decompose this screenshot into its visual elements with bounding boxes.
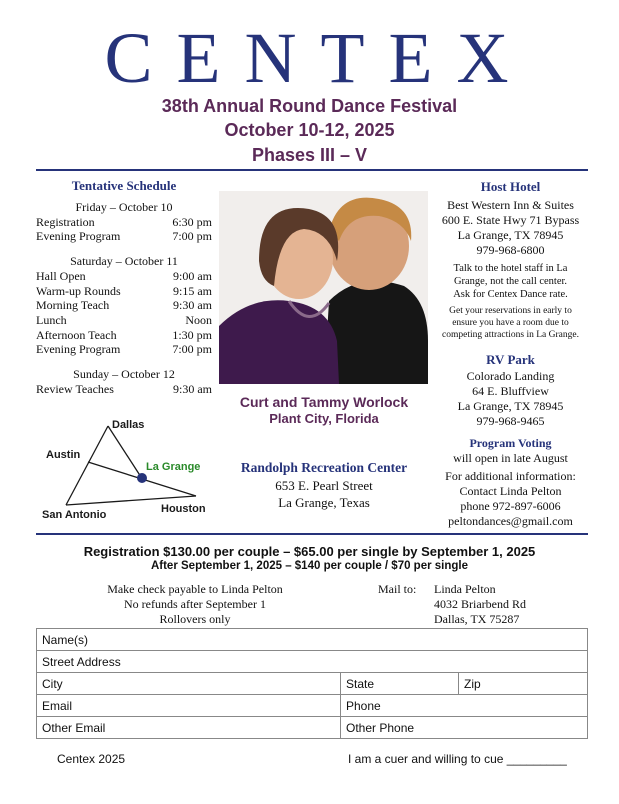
hotel-note-staff: Talk to the hotel staff in La Grange, not the call center. Ask for Centex Dance rate. <box>453 263 568 300</box>
venue-street: 653 E. Pearl Street <box>275 478 373 493</box>
hotel-phone: 979-968-6800 <box>476 243 545 257</box>
map-label-la-grange: La Grange <box>146 461 201 473</box>
voting-section <box>433 436 588 529</box>
venue-section <box>200 460 448 511</box>
schedule-row: Morning Teach 9:30 am <box>36 298 212 313</box>
rv-city: La Grange, TX 78945 <box>457 399 564 413</box>
voting-text: will open in late August <box>453 451 568 465</box>
festival-phases: Phases III – V <box>251 145 368 165</box>
festival-dates: October 10-12, 2025 <box>224 120 395 140</box>
map-road <box>66 426 108 505</box>
hotel-heading: Host Hotel <box>480 179 541 194</box>
schedule-saturday <box>36 254 212 357</box>
info-email[interactable]: peltondances@gmail.com <box>448 514 573 528</box>
hotel-name: Best Western Inn & Suites <box>447 198 574 212</box>
city-field[interactable]: City <box>37 673 341 695</box>
middle-divider <box>36 533 588 535</box>
rv-heading: RV Park <box>486 352 535 367</box>
schedule-row: Evening Program 7:00 pm <box>36 229 212 244</box>
la-grange-marker <box>137 473 147 483</box>
hotel-street: 600 E. State Hwy 71 Bypass <box>441 213 580 227</box>
rv-name: Colorado Landing <box>466 369 555 383</box>
hotel-note-reservations: Get your reservations in early to ensure you have a room due to competing attractions in La Grange. <box>442 306 579 340</box>
rv-section <box>433 352 588 429</box>
venue-name: Randolph Recreation Center <box>240 460 408 475</box>
state-field[interactable]: State <box>341 673 459 695</box>
couple-photo-illustration <box>219 191 428 384</box>
footer-cuer-line[interactable]: I am a cuer and willing to cue _________ <box>348 752 567 766</box>
rv-phone: 979-968-9465 <box>476 414 545 428</box>
schedule-row: Hall Open 9:00 am <box>36 268 212 283</box>
hotel-section <box>433 179 588 341</box>
payment-notes: Make check payable to Linda Pelton No refunds after September 1 Rollovers only <box>107 582 283 626</box>
hotel-city: La Grange, TX 78945 <box>457 228 564 242</box>
voting-heading: Program Voting <box>469 436 552 450</box>
schedule-row: Evening Program 7:00 pm <box>36 342 212 357</box>
rv-street: 64 E. Bluffview <box>472 384 549 398</box>
schedule-row: Review Teaches 9:30 am <box>36 381 212 396</box>
map-label-austin: Austin <box>46 449 81 461</box>
other-phone-field[interactable]: Other Phone <box>341 717 588 739</box>
schedule-row: Warm-up Rounds 9:15 am <box>36 283 212 298</box>
info-contact: Contact Linda Pelton <box>459 484 562 498</box>
page-title: CENTEX <box>104 18 533 98</box>
festival-name: 38th Annual Round Dance Festival <box>161 96 458 116</box>
schedule-row: Lunch Noon <box>36 312 212 327</box>
location-map <box>36 412 216 522</box>
other-email-field[interactable]: Other Email <box>37 717 341 739</box>
email-field[interactable]: Email <box>37 695 341 717</box>
venue-city: La Grange, Texas <box>278 495 370 510</box>
names-field[interactable]: Name(s) <box>37 629 588 651</box>
schedule-friday <box>36 200 212 244</box>
schedule-day: Sunday – October 12 <box>73 367 175 382</box>
schedule-section <box>36 178 212 396</box>
schedule-heading: Tentative Schedule <box>71 178 177 193</box>
map-label-houston: Houston <box>161 503 206 515</box>
instructor-names: Curt and Tammy Worlock <box>239 394 409 410</box>
phone-field[interactable]: Phone <box>341 695 588 717</box>
info-phone: phone 972-897-6006 <box>460 499 561 513</box>
footer-event: Centex 2025 <box>57 752 126 766</box>
instructor-photo <box>219 191 428 384</box>
instructor-city: Plant City, Florida <box>269 411 379 426</box>
map-label-dallas: Dallas <box>112 419 145 431</box>
mail-address: Linda Pelton 4032 Briarbend Rd Dallas, TX 75287 <box>434 582 526 626</box>
schedule-row: Registration 6:30 pm <box>36 214 212 229</box>
registration-price: Registration $130.00 per couple – $65.00 per single by September 1, 2025 <box>83 544 536 559</box>
mail-to-label: Mail to: <box>378 582 417 596</box>
zip-field[interactable]: Zip <box>459 673 588 695</box>
schedule-sunday <box>36 367 212 396</box>
registration-form <box>36 628 588 739</box>
schedule-day: Friday – October 10 <box>75 200 173 214</box>
map-label-san-antonio: San Antonio <box>42 509 107 521</box>
schedule-row: Afternoon Teach 1:30 pm <box>36 327 212 342</box>
schedule-day: Saturday – October 11 <box>70 254 178 269</box>
registration-late-price: After September 1, 2025 – $140 per couple / $70 per single <box>150 560 469 572</box>
info-heading: For additional information: <box>445 469 576 483</box>
street-address-field[interactable]: Street Address <box>37 651 588 673</box>
top-divider <box>36 169 588 171</box>
